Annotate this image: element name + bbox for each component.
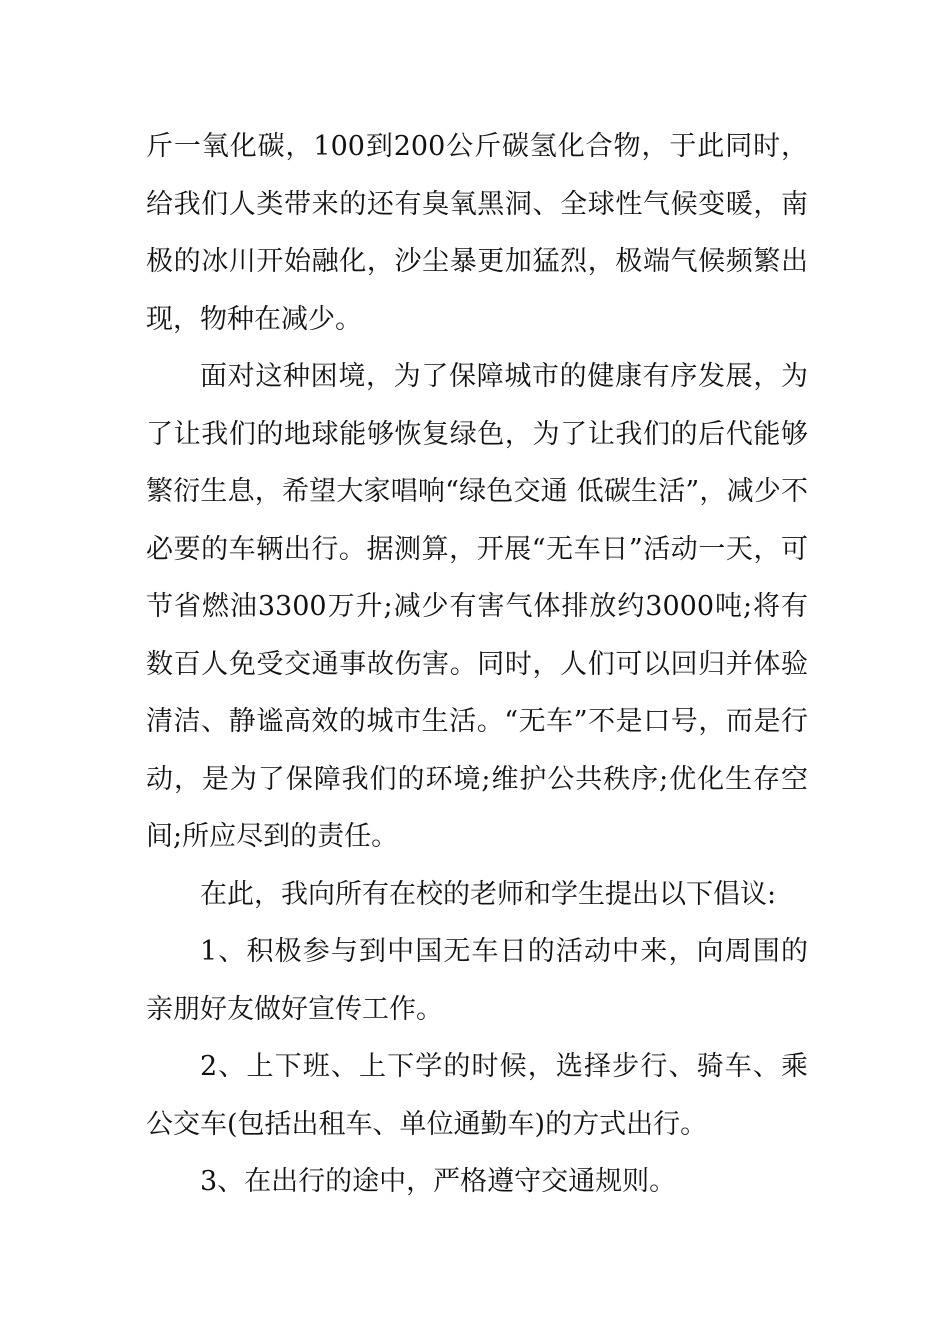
proposal-item-3: 3、在出行的途中，严格遵守交通规则。 (200, 1166, 677, 1197)
document-body (146, 118, 808, 1211)
paragraph-appeal: 面对这种困境，为了保障城市的健康有序发展，为了让我们的地球能够恢复绿色，为了让我们的后代能够繁衍生息，希望大家唱响“绿色交通 低碳生活”，减少不必要的车辆出行。据测算，开展“无车日”活动一天，可节省燃油3300万升;减少有害气体排放约3000吨;将有数百人免受交通事故伤害。同时，人们可以回归并体验清洁、静谧高效的城市生活。“无车”不是口号，而是行动，是为了保障我们的环境;维护公共秩序;优化生存空间;所应尽到的责任。 (146, 361, 808, 852)
proposal-item-2: 2、上下班、上下学的时候，选择步行、骑车、乘公交车(包括出租车、单位通勤车)的方式出行。 (146, 1051, 808, 1140)
proposal-item-1: 1、积极参与到中国无车日的活动中来，向周围的亲朋好友做好宣传工作。 (146, 936, 808, 1025)
paragraph-emissions: 斤一氧化碳，100到200公斤碳氢化合物，于此同时，给我们人类带来的还有臭氧黑洞、全球性气候变暖，南极的冰川开始融化，沙尘暴更加猛烈，极端气候频繁出现，物种在减少。 (146, 131, 808, 335)
paragraph-proposal-intro: 在此，我向所有在校的老师和学生提出以下倡议: (200, 878, 777, 910)
